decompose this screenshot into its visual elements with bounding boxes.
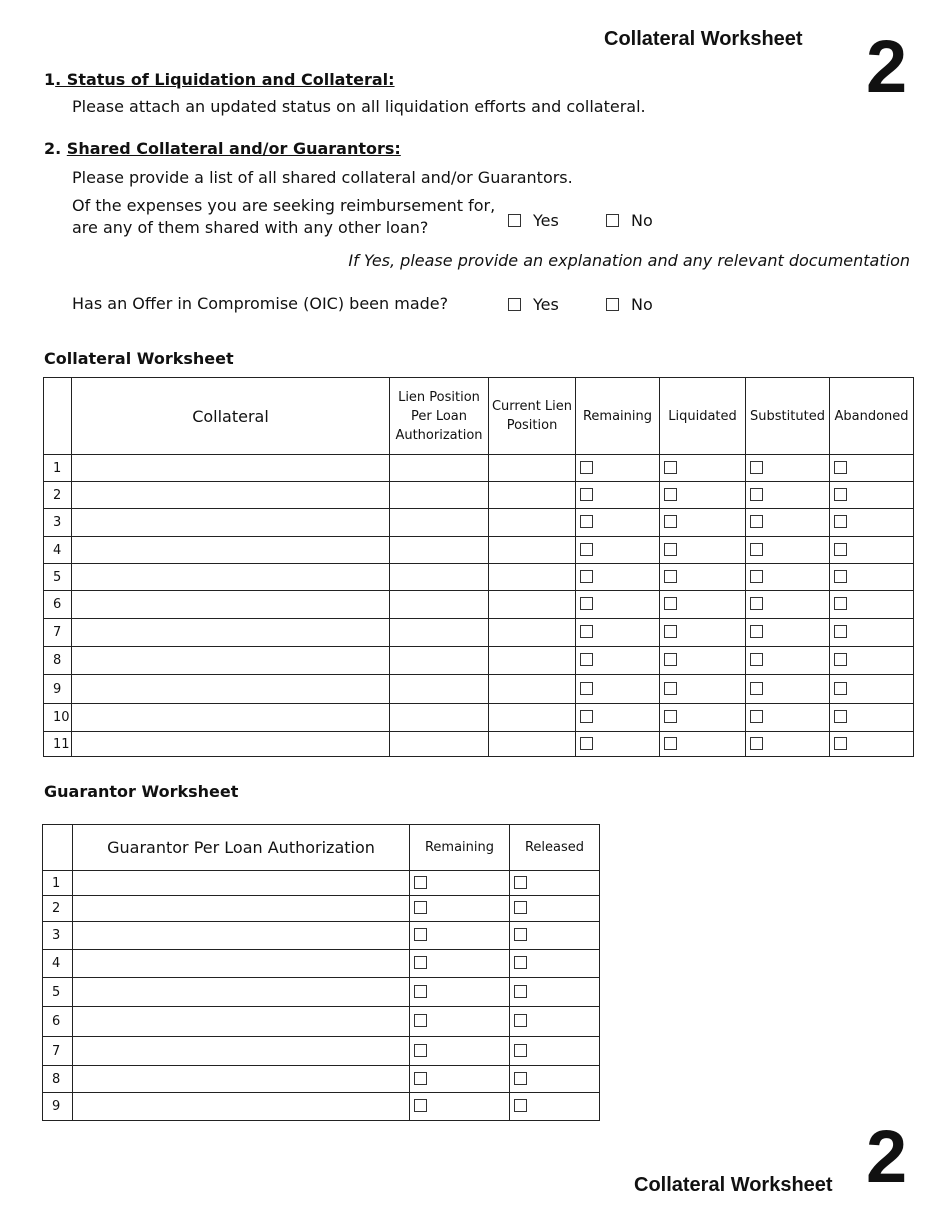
guarantor-released-cell — [510, 1007, 600, 1037]
substituted-cell — [746, 675, 830, 704]
current-lien-position-cell[interactable] — [489, 619, 576, 647]
abandoned-cell — [830, 647, 914, 675]
substituted-checkbox[interactable] — [750, 737, 763, 750]
guarantor-remaining-header: Remaining — [410, 825, 510, 871]
collateral-description-cell[interactable] — [72, 591, 390, 619]
guarantor-remaining-cell — [410, 1066, 510, 1093]
guarantor-released-cell — [510, 950, 600, 978]
liquidated-checkbox[interactable] — [664, 515, 677, 528]
abandoned-cell — [830, 704, 914, 732]
oic-question: Has an Offer in Compromise (OIC) been made? — [72, 294, 449, 313]
guarantor-remaining-cell — [410, 1093, 510, 1121]
remaining-checkbox[interactable] — [580, 625, 593, 638]
current-lien-position-cell[interactable] — [489, 455, 576, 482]
lien-position-per-loan-cell[interactable] — [390, 591, 489, 619]
guarantor-released-cell — [510, 1066, 600, 1093]
remaining-checkbox[interactable] — [580, 597, 593, 610]
abandoned-checkbox[interactable] — [834, 543, 847, 556]
guarantor-released-checkbox[interactable] — [514, 1099, 527, 1112]
guarantor-remaining-checkbox[interactable] — [414, 928, 427, 941]
substituted-checkbox[interactable] — [750, 597, 763, 610]
lien-position-per-loan-header — [390, 378, 489, 455]
substituted-header: Substituted — [746, 378, 830, 455]
guarantor-remaining-checkbox[interactable] — [414, 956, 427, 969]
remaining-cell — [576, 482, 660, 509]
shared-expenses-no-checkbox[interactable] — [606, 214, 619, 227]
guarantor-remaining-checkbox[interactable] — [414, 1099, 427, 1112]
substituted-cell — [746, 704, 830, 732]
guarantor-header-row — [43, 825, 600, 871]
section-1-text: Please attach an updated status on all liquidation efforts and collateral. — [72, 97, 646, 116]
collateral-header-row — [44, 378, 914, 455]
guarantor-remaining-checkbox[interactable] — [414, 901, 427, 914]
guarantor-remaining-cell — [410, 950, 510, 978]
footer-title: Collateral Worksheet — [634, 1174, 833, 1196]
row-number: 9 — [43, 1093, 73, 1121]
abandoned-cell — [830, 619, 914, 647]
substituted-checkbox[interactable] — [750, 488, 763, 501]
lien-position-per-loan-cell[interactable] — [390, 675, 489, 704]
collateral-row — [44, 732, 914, 757]
collateral-row — [44, 455, 914, 482]
remaining-checkbox[interactable] — [580, 710, 593, 723]
remaining-cell — [576, 732, 660, 757]
row-number: 4 — [44, 537, 72, 564]
guarantor-row — [43, 1066, 600, 1093]
abandoned-cell — [830, 591, 914, 619]
current-lien-position-cell[interactable] — [489, 509, 576, 537]
abandoned-checkbox[interactable] — [834, 653, 847, 666]
guarantor-released-cell — [510, 896, 600, 922]
guarantor-remaining-checkbox[interactable] — [414, 985, 427, 998]
collateral-row — [44, 509, 914, 537]
guarantor-released-cell — [510, 871, 600, 896]
abandoned-checkbox[interactable] — [834, 625, 847, 638]
abandoned-cell — [830, 564, 914, 591]
abandoned-cell — [830, 732, 914, 757]
remaining-cell — [576, 704, 660, 732]
collateral-description-cell[interactable] — [72, 732, 390, 757]
substituted-checkbox[interactable] — [750, 515, 763, 528]
guarantor-released-checkbox[interactable] — [514, 928, 527, 941]
guarantor-name-cell[interactable] — [73, 1007, 410, 1037]
liquidated-cell — [660, 704, 746, 732]
substituted-cell — [746, 564, 830, 591]
guarantor-remaining-cell — [410, 871, 510, 896]
collateral-description-cell[interactable] — [72, 675, 390, 704]
section-2-number: 2. — [44, 139, 62, 158]
guarantor-table — [42, 824, 600, 1121]
remaining-cell — [576, 619, 660, 647]
section-1-number: 1 — [44, 70, 56, 89]
guarantor-worksheet-heading: Guarantor Worksheet — [44, 782, 239, 801]
header-line: Authorization — [395, 427, 483, 443]
row-number: 1 — [44, 455, 72, 482]
row-number: 5 — [43, 978, 73, 1007]
collateral-description-cell[interactable] — [72, 619, 390, 647]
released-header: Released — [510, 825, 600, 871]
collateral-row — [44, 675, 914, 704]
guarantor-name-cell[interactable] — [73, 1066, 410, 1093]
collateral-description-cell[interactable] — [72, 564, 390, 591]
remaining-checkbox[interactable] — [580, 653, 593, 666]
row-number: 6 — [43, 1007, 73, 1037]
current-lien-position-cell[interactable] — [489, 675, 576, 704]
remaining-cell — [576, 675, 660, 704]
liquidated-checkbox[interactable] — [664, 461, 677, 474]
row-number: 3 — [43, 922, 73, 950]
lien-position-per-loan-cell[interactable] — [390, 732, 489, 757]
remaining-checkbox[interactable] — [580, 515, 593, 528]
collateral-table — [43, 377, 914, 757]
yes-label: Yes — [533, 295, 559, 314]
remaining-checkbox[interactable] — [580, 737, 593, 750]
section-2-heading — [44, 139, 401, 158]
liquidated-cell — [660, 564, 746, 591]
row-number: 8 — [43, 1066, 73, 1093]
collateral-description-cell[interactable] — [72, 704, 390, 732]
liquidated-header: Liquidated — [660, 378, 746, 455]
guarantor-row — [43, 950, 600, 978]
guarantor-released-checkbox[interactable] — [514, 985, 527, 998]
substituted-cell — [746, 591, 830, 619]
collateral-header: Collateral — [72, 378, 390, 455]
collateral-description-cell[interactable] — [72, 455, 390, 482]
oic-yes-checkbox[interactable] — [508, 298, 521, 311]
guarantor-name-cell[interactable] — [73, 950, 410, 978]
collateral-row — [44, 619, 914, 647]
row-number: 7 — [44, 619, 72, 647]
guarantor-released-cell — [510, 1093, 600, 1121]
guarantor-remaining-cell — [410, 978, 510, 1007]
substituted-cell — [746, 509, 830, 537]
guarantor-released-checkbox[interactable] — [514, 901, 527, 914]
row-number: 11 — [44, 732, 72, 757]
liquidated-checkbox[interactable] — [664, 570, 677, 583]
guarantor-name-cell[interactable] — [73, 978, 410, 1007]
remaining-cell — [576, 509, 660, 537]
guarantor-name-cell[interactable] — [73, 1093, 410, 1121]
header-line: Per Loan — [410, 408, 468, 424]
abandoned-checkbox[interactable] — [834, 515, 847, 528]
current-lien-position-header — [489, 378, 576, 455]
guarantor-remaining-checkbox[interactable] — [414, 1072, 427, 1085]
remaining-cell — [576, 564, 660, 591]
guarantor-remaining-cell — [410, 1007, 510, 1037]
no-label: No — [631, 295, 653, 314]
guarantor-row — [43, 1037, 600, 1066]
row-number-header — [44, 378, 72, 455]
row-number: 10 — [44, 704, 72, 732]
guarantor-remaining-cell — [410, 922, 510, 950]
guarantor-row — [43, 1007, 600, 1037]
substituted-checkbox[interactable] — [750, 653, 763, 666]
header-line: Lien Position — [398, 389, 480, 405]
liquidated-checkbox[interactable] — [664, 653, 677, 666]
collateral-row — [44, 647, 914, 675]
guarantor-header: Guarantor Per Loan Authorization — [73, 825, 410, 871]
shared-expenses-no-option[interactable] — [606, 211, 653, 230]
collateral-row — [44, 537, 914, 564]
collateral-description-cell[interactable] — [72, 647, 390, 675]
row-number: 7 — [43, 1037, 73, 1066]
substituted-cell — [746, 619, 830, 647]
row-number: 4 — [43, 950, 73, 978]
liquidated-checkbox[interactable] — [664, 625, 677, 638]
abandoned-checkbox[interactable] — [834, 597, 847, 610]
guarantor-released-checkbox[interactable] — [514, 1014, 527, 1027]
abandoned-checkbox[interactable] — [834, 682, 847, 695]
oic-no-checkbox[interactable] — [606, 298, 619, 311]
shared-expenses-question-line-1: Of the expenses you are seeking reimbursement for, — [72, 196, 496, 215]
row-number: 2 — [43, 896, 73, 922]
liquidated-cell — [660, 455, 746, 482]
current-lien-position-cell[interactable] — [489, 732, 576, 757]
liquidated-cell — [660, 482, 746, 509]
substituted-cell — [746, 455, 830, 482]
guarantor-remaining-checkbox[interactable] — [414, 876, 427, 889]
section-2-title: Shared Collateral and/or Guarantors: — [66, 139, 401, 158]
abandoned-cell — [830, 509, 914, 537]
guarantor-name-cell[interactable] — [73, 922, 410, 950]
lien-position-per-loan-cell[interactable] — [390, 647, 489, 675]
current-lien-position-cell[interactable] — [489, 537, 576, 564]
row-number: 3 — [44, 509, 72, 537]
abandoned-header: Abandoned — [830, 378, 914, 455]
remaining-cell — [576, 455, 660, 482]
substituted-cell — [746, 732, 830, 757]
lien-position-per-loan-cell[interactable] — [390, 509, 489, 537]
liquidated-cell — [660, 619, 746, 647]
no-label: No — [631, 211, 653, 230]
liquidated-cell — [660, 591, 746, 619]
abandoned-cell — [830, 675, 914, 704]
row-number: 1 — [43, 871, 73, 896]
guarantor-remaining-checkbox[interactable] — [414, 1014, 427, 1027]
collateral-description-cell[interactable] — [72, 537, 390, 564]
remaining-checkbox[interactable] — [580, 488, 593, 501]
remaining-checkbox[interactable] — [580, 570, 593, 583]
guarantor-released-checkbox[interactable] — [514, 876, 527, 889]
lien-position-per-loan-cell[interactable] — [390, 455, 489, 482]
oic-no-option[interactable] — [606, 295, 653, 314]
liquidated-cell — [660, 675, 746, 704]
guarantor-remaining-cell — [410, 1037, 510, 1066]
guarantor-released-cell — [510, 978, 600, 1007]
row-number: 8 — [44, 647, 72, 675]
guarantor-row — [43, 922, 600, 950]
abandoned-cell — [830, 455, 914, 482]
substituted-checkbox[interactable] — [750, 570, 763, 583]
guarantor-row — [43, 1093, 600, 1121]
yes-label: Yes — [533, 211, 559, 230]
substituted-checkbox[interactable] — [750, 543, 763, 556]
abandoned-cell — [830, 537, 914, 564]
collateral-worksheet-heading: Collateral Worksheet — [44, 349, 234, 368]
page-title: Collateral Worksheet — [604, 28, 803, 50]
explanation-note: If Yes, please provide an explanation and any relevant documentation — [348, 251, 910, 270]
liquidated-checkbox[interactable] — [664, 710, 677, 723]
page-number: 2 — [866, 25, 908, 108]
shared-expenses-yes-option[interactable] — [508, 211, 559, 230]
section-1-title: . Status of Liquidation and Collateral: — [55, 70, 395, 89]
current-lien-position-cell[interactable] — [489, 647, 576, 675]
liquidated-cell — [660, 732, 746, 757]
shared-expenses-yes-checkbox[interactable] — [508, 214, 521, 227]
substituted-cell — [746, 482, 830, 509]
lien-position-per-loan-cell[interactable] — [390, 619, 489, 647]
row-number: 2 — [44, 482, 72, 509]
liquidated-cell — [660, 537, 746, 564]
header-line: Position — [506, 418, 558, 433]
row-number-header — [43, 825, 73, 871]
liquidated-cell — [660, 647, 746, 675]
remaining-checkbox[interactable] — [580, 682, 593, 695]
guarantor-name-cell[interactable] — [73, 896, 410, 922]
liquidated-cell — [660, 509, 746, 537]
remaining-checkbox[interactable] — [580, 543, 593, 556]
liquidated-checkbox[interactable] — [664, 737, 677, 750]
guarantor-remaining-checkbox[interactable] — [414, 1044, 427, 1057]
substituted-cell — [746, 537, 830, 564]
guarantor-released-checkbox[interactable] — [514, 1044, 527, 1057]
collateral-row — [44, 591, 914, 619]
collateral-row — [44, 704, 914, 732]
substituted-checkbox[interactable] — [750, 625, 763, 638]
guarantor-row — [43, 896, 600, 922]
guarantor-row — [43, 871, 600, 896]
abandoned-cell — [830, 482, 914, 509]
section-2-text: Please provide a list of all shared collateral and/or Guarantors. — [72, 168, 573, 187]
collateral-description-cell[interactable] — [72, 509, 390, 537]
row-number: 5 — [44, 564, 72, 591]
current-lien-position-cell[interactable] — [489, 591, 576, 619]
current-lien-position-cell[interactable] — [489, 482, 576, 509]
lien-position-per-loan-cell[interactable] — [390, 704, 489, 732]
liquidated-checkbox[interactable] — [664, 543, 677, 556]
row-number: 6 — [44, 591, 72, 619]
remaining-header: Remaining — [576, 378, 660, 455]
abandoned-checkbox[interactable] — [834, 710, 847, 723]
abandoned-checkbox[interactable] — [834, 461, 847, 474]
substituted-checkbox[interactable] — [750, 461, 763, 474]
guarantor-remaining-cell — [410, 896, 510, 922]
guarantor-name-cell[interactable] — [73, 1037, 410, 1066]
row-number: 9 — [44, 675, 72, 704]
substituted-cell — [746, 647, 830, 675]
current-lien-position-cell[interactable] — [489, 704, 576, 732]
collateral-row — [44, 482, 914, 509]
guarantor-name-cell[interactable] — [73, 871, 410, 896]
lien-position-per-loan-cell[interactable] — [390, 482, 489, 509]
remaining-cell — [576, 537, 660, 564]
liquidated-checkbox[interactable] — [664, 597, 677, 610]
guarantor-released-checkbox[interactable] — [514, 956, 527, 969]
substituted-checkbox[interactable] — [750, 710, 763, 723]
header-line: Current Lien — [491, 399, 573, 414]
liquidated-checkbox[interactable] — [664, 682, 677, 695]
abandoned-checkbox[interactable] — [834, 737, 847, 750]
guarantor-released-checkbox[interactable] — [514, 1072, 527, 1085]
abandoned-checkbox[interactable] — [834, 488, 847, 501]
footer-page-number: 2 — [866, 1115, 908, 1198]
section-1-heading — [44, 70, 395, 89]
substituted-checkbox[interactable] — [750, 682, 763, 695]
guarantor-row — [43, 978, 600, 1007]
remaining-checkbox[interactable] — [580, 461, 593, 474]
lien-position-per-loan-cell[interactable] — [390, 537, 489, 564]
collateral-row — [44, 564, 914, 591]
collateral-description-cell[interactable] — [72, 482, 390, 509]
remaining-cell — [576, 591, 660, 619]
shared-expenses-question-line-2: are any of them shared with any other loan? — [72, 218, 429, 237]
guarantor-released-cell — [510, 1037, 600, 1066]
guarantor-released-cell — [510, 922, 600, 950]
current-lien-position-cell[interactable] — [489, 564, 576, 591]
liquidated-checkbox[interactable] — [664, 488, 677, 501]
lien-position-per-loan-cell[interactable] — [390, 564, 489, 591]
abandoned-checkbox[interactable] — [834, 570, 847, 583]
remaining-cell — [576, 647, 660, 675]
oic-yes-option[interactable] — [508, 295, 559, 314]
